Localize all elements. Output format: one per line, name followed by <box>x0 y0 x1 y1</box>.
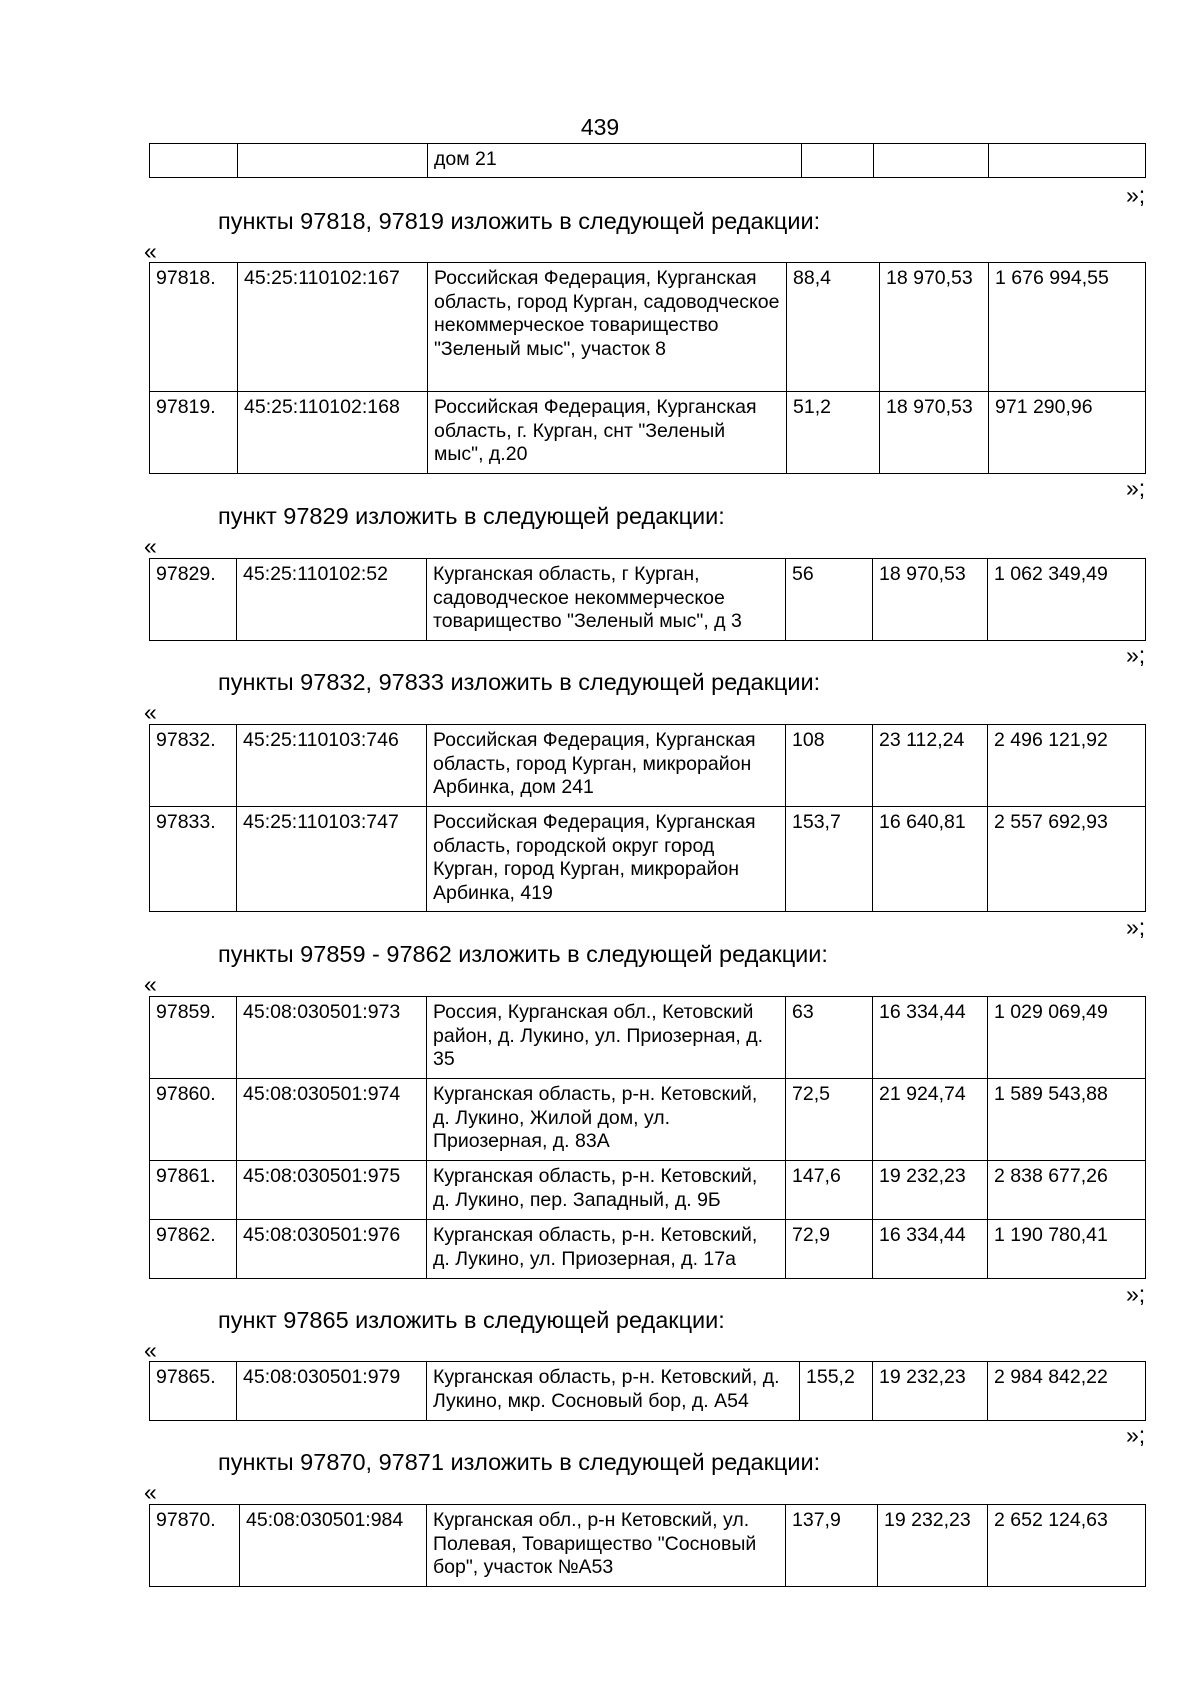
section-heading: пункты 97832, 97833 изложить в следующей редакции: <box>218 669 821 695</box>
cell-area: 56 <box>786 559 873 641</box>
cell-price: 18 970,53 <box>873 559 988 641</box>
section-heading: пункт 97829 изложить в следующей редакции: <box>218 503 725 529</box>
opening-quote: « <box>144 1337 157 1363</box>
cell-num <box>150 144 238 178</box>
closing-quote: »; <box>1126 182 1146 208</box>
cell-value: 2 652 124,63 <box>988 1505 1146 1587</box>
cell-area: 147,6 <box>786 1161 873 1220</box>
cell-price: 16 334,44 <box>873 1220 988 1279</box>
cell-area: 155,2 <box>800 1362 873 1421</box>
cell-address: Курганская обл., р-н Кетовский, ул. Полевая, Товарищество "Сосновый бор", участок №А53 <box>427 1505 786 1587</box>
cell-num: 97833. <box>150 807 237 912</box>
cell-cadastral: 45:25:110103:747 <box>237 807 427 912</box>
cell-num: 97860. <box>150 1079 237 1161</box>
section-heading: пункты 97859 - 97862 изложить в следующей редакции: <box>218 941 828 967</box>
cell-cadastral: 45:08:030501:976 <box>237 1220 427 1279</box>
cell-cadastral: 45:08:030501:979 <box>237 1362 427 1421</box>
cell-cadastral: 45:08:030501:973 <box>237 997 427 1079</box>
cell-num: 97859. <box>150 997 237 1079</box>
page-number: 439 <box>580 114 620 140</box>
cell-value: 2 984 842,22 <box>988 1362 1146 1421</box>
closing-quote: »; <box>1126 1281 1146 1307</box>
section-heading: пункты 97870, 97871 изложить в следующей редакции: <box>218 1449 821 1475</box>
cell-price <box>874 144 989 178</box>
closing-quote: »; <box>1126 1422 1146 1448</box>
cell-value <box>989 144 1146 178</box>
cell-num: 97832. <box>150 725 237 807</box>
cell-value: 1 029 069,49 <box>988 997 1146 1079</box>
opening-quote: « <box>144 238 157 264</box>
cell-price: 18 970,53 <box>880 263 989 392</box>
cell-price: 23 112,24 <box>873 725 988 807</box>
cell-address: Российская Федерация, Курганская область, г. Курган, снт "Зеленый мыс", д.20 <box>428 392 787 474</box>
closing-quote: »; <box>1126 914 1146 940</box>
opening-quote: « <box>144 1479 157 1505</box>
cell-cadastral <box>238 144 428 178</box>
table-row <box>150 1220 1146 1279</box>
cell-address: Российская Федерация, Курганская область, городской округ город Курган, город Курган, микрорайон Арбинка, 419 <box>427 807 786 912</box>
cell-value: 1 190 780,41 <box>988 1220 1146 1279</box>
cell-area: 72,9 <box>786 1220 873 1279</box>
cell-area: 88,4 <box>787 263 880 392</box>
table-row <box>150 1079 1146 1161</box>
closing-quote: »; <box>1126 475 1146 501</box>
cell-address: дом 21 <box>428 144 802 178</box>
cell-value: 1 589 543,88 <box>988 1079 1146 1161</box>
table-row <box>150 144 1146 178</box>
cell-address: Курганская область, р-н. Кетовский, д. Лукино, Жилой дом, ул. Приозерная, д. 83А <box>427 1079 786 1161</box>
section-table <box>149 1504 1146 1587</box>
section-heading: пункт 97865 изложить в следующей редакции: <box>218 1307 725 1333</box>
cell-address: Курганская область, г Курган, садоводческое некоммерческое товарищество "Зеленый мыс", д 3 <box>427 559 786 641</box>
cell-area: 72,5 <box>786 1079 873 1161</box>
cell-cadastral: 45:25:110102:52 <box>237 559 427 641</box>
cell-area: 51,2 <box>787 392 880 474</box>
table-row <box>150 997 1146 1079</box>
table-row <box>150 1505 1146 1587</box>
cell-cadastral: 45:08:030501:975 <box>237 1161 427 1220</box>
cell-value: 1 062 349,49 <box>988 559 1146 641</box>
cell-price: 16 334,44 <box>873 997 988 1079</box>
table-row <box>150 1362 1146 1421</box>
table-row <box>150 807 1146 912</box>
section-table <box>149 724 1146 912</box>
cell-address: Курганская область, р-н. Кетовский, д. Лукино, пер. Западный, д. 9Б <box>427 1161 786 1220</box>
cell-value: 2 557 692,93 <box>988 807 1146 912</box>
cell-address: Российская Федерация, Курганская область, город Курган, микрорайон Арбинка, дом 241 <box>427 725 786 807</box>
cell-cadastral: 45:08:030501:984 <box>240 1505 427 1587</box>
cell-price: 16 640,81 <box>873 807 988 912</box>
cell-value: 1 676 994,55 <box>989 263 1146 392</box>
cell-address: Российская Федерация, Курганская область, город Курган, садоводческое некоммерческое товарищество "Зеленый мыс", участок 8 <box>428 263 787 392</box>
cell-value: 2 838 677,26 <box>988 1161 1146 1220</box>
cell-address: Курганская область, р-н. Кетовский, д. Лукино, ул. Приозерная, д. 17а <box>427 1220 786 1279</box>
cell-area: 63 <box>786 997 873 1079</box>
cell-num: 97819. <box>150 392 238 474</box>
cell-address: Курганская область, р-н. Кетовский, д. Лукино, мкр. Сосновый бор, д. А54 <box>427 1362 800 1421</box>
cell-num: 97829. <box>150 559 237 641</box>
cell-cadastral: 45:25:110102:168 <box>238 392 428 474</box>
cell-price: 19 232,23 <box>873 1362 988 1421</box>
cell-price: 18 970,53 <box>880 392 989 474</box>
cell-price: 19 232,23 <box>878 1505 988 1587</box>
cell-area: 108 <box>786 725 873 807</box>
opening-quote: « <box>144 971 157 997</box>
table-row <box>150 263 1146 392</box>
cell-area: 137,9 <box>786 1505 878 1587</box>
closing-quote: »; <box>1126 642 1146 668</box>
cell-area <box>802 144 874 178</box>
cell-cadastral: 45:25:110102:167 <box>238 263 428 392</box>
cell-value: 2 496 121,92 <box>988 725 1146 807</box>
cell-num: 97870. <box>150 1505 240 1587</box>
cell-area: 153,7 <box>786 807 873 912</box>
table-row <box>150 725 1146 807</box>
cell-value: 971 290,96 <box>989 392 1146 474</box>
cell-address: Россия, Курганская обл., Кетовский район, д. Лукино, ул. Приозерная, д. 35 <box>427 997 786 1079</box>
continuation-table <box>149 143 1146 178</box>
table-row <box>150 392 1146 474</box>
cell-num: 97865. <box>150 1362 237 1421</box>
cell-cadastral: 45:08:030501:974 <box>237 1079 427 1161</box>
section-table <box>149 558 1146 641</box>
cell-cadastral: 45:25:110103:746 <box>237 725 427 807</box>
section-table <box>149 1361 1146 1421</box>
section-table <box>149 262 1146 474</box>
cell-price: 21 924,74 <box>873 1079 988 1161</box>
cell-num: 97861. <box>150 1161 237 1220</box>
cell-num: 97862. <box>150 1220 237 1279</box>
table-row <box>150 559 1146 641</box>
table-row <box>150 1161 1146 1220</box>
section-heading: пункты 97818, 97819 изложить в следующей редакции: <box>218 208 821 234</box>
cell-price: 19 232,23 <box>873 1161 988 1220</box>
opening-quote: « <box>144 699 157 725</box>
section-table <box>149 996 1146 1279</box>
opening-quote: « <box>144 533 157 559</box>
cell-num: 97818. <box>150 263 238 392</box>
